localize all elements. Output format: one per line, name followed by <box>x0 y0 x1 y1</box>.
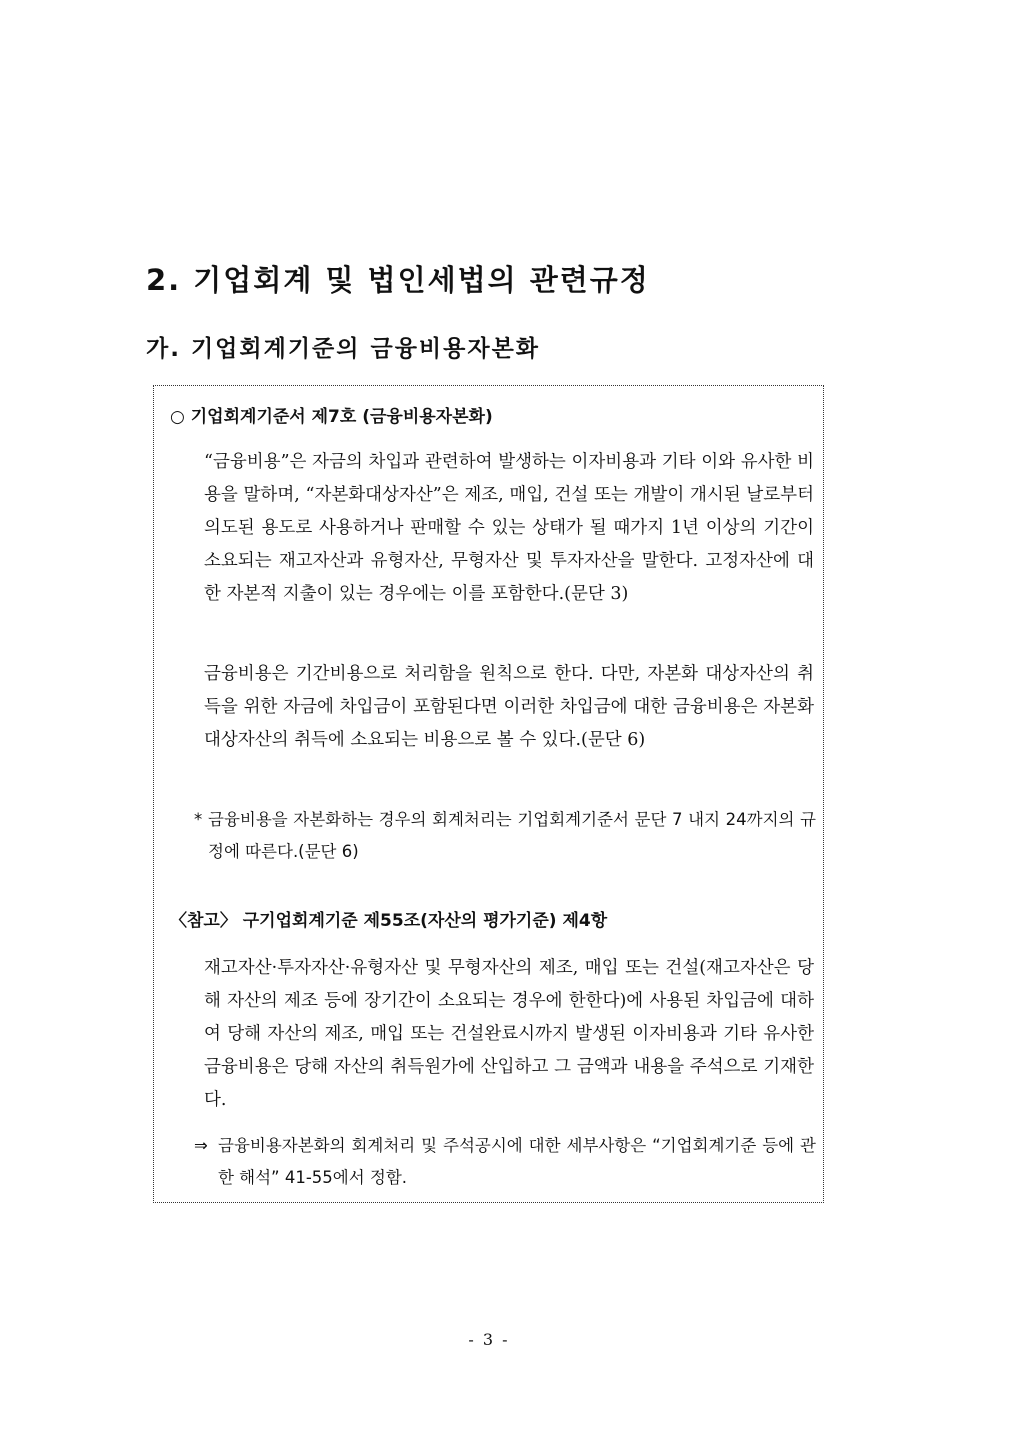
sub-title: 가. 기업회계기준의 금융비용자본화 <box>146 336 541 362</box>
reference-paragraph: 재고자산·투자자산·유형자산 및 무형자산의 제조, 매입 또는 건설(재고자산은 당해 자산의 제조 등에 장기간이 소요되는 경우에 한한다)에 사용된 차입금에 대하여 당해 자산의 제조, 매입 또는 건설완료시까지 발생된 이자비용과 기타 유사한 금융비용은 당해 자산의 취득원가에 산입하고 그 금액과 내용을 주석으로 기재한다. <box>204 958 814 1110</box>
arrow-mark: ⇒ <box>194 1136 208 1155</box>
principle-paragraph: 금융비용은 기간비용으로 처리함을 원칙으로 한다. 다만, 자본화 대상자산의 취득을 위한 자금에 차입금이 포함된다면 이러한 차입금에 대한 금융비용은 자본화대상자산의 취득에 소요되는 비용으로 볼 수 있다.(문단 6) <box>204 664 814 750</box>
standard-heading: ○ 기업회계기준서 제7호 (금융비용자본화) <box>170 407 493 427</box>
reference-heading: 〈참고〉 구기업회계기준 제55조(자산의 평가기준) 제4항 <box>170 911 608 931</box>
asterisk-note-text: 금융비용을 자본화하는 경우의 회계처리는 기업회계기준서 문단 7 내지 24까지의 규정에 따른다.(문단 6) <box>208 810 816 861</box>
arrow-note-text: 금융비용자본화의 회계처리 및 주석공시에 대한 세부사항은 “기업회계기준 등에 관한 해석” 41-55에서 정함. <box>218 1136 816 1187</box>
asterisk-note <box>194 804 816 868</box>
definition-paragraph: “금융비용”은 자금의 차입과 관련하여 발생하는 이자비용과 기타 이와 유사한 비용을 말하며, “자본화대상자산”은 제조, 매입, 건설 또는 개발이 개시된 날로부터 의도된 용도로 사용하거나 판매할 수 있는 상태가 될 때가지 1년 이상의 기간이 소요되는 재고자산과 유형자산, 무형자산 및 투자자산을 말한다. 고정자산에 대한 자본적 지출이 있는 경우에는 이를 포함한다.(문단 3) <box>204 452 814 604</box>
asterisk-mark: * <box>194 810 203 829</box>
arrow-note <box>194 1130 816 1194</box>
section-title: 2. 기업회계 및 법인세법의 관련규정 <box>146 263 650 297</box>
page-number: - 3 - <box>468 1330 510 1349</box>
regulation-box <box>153 385 824 1203</box>
